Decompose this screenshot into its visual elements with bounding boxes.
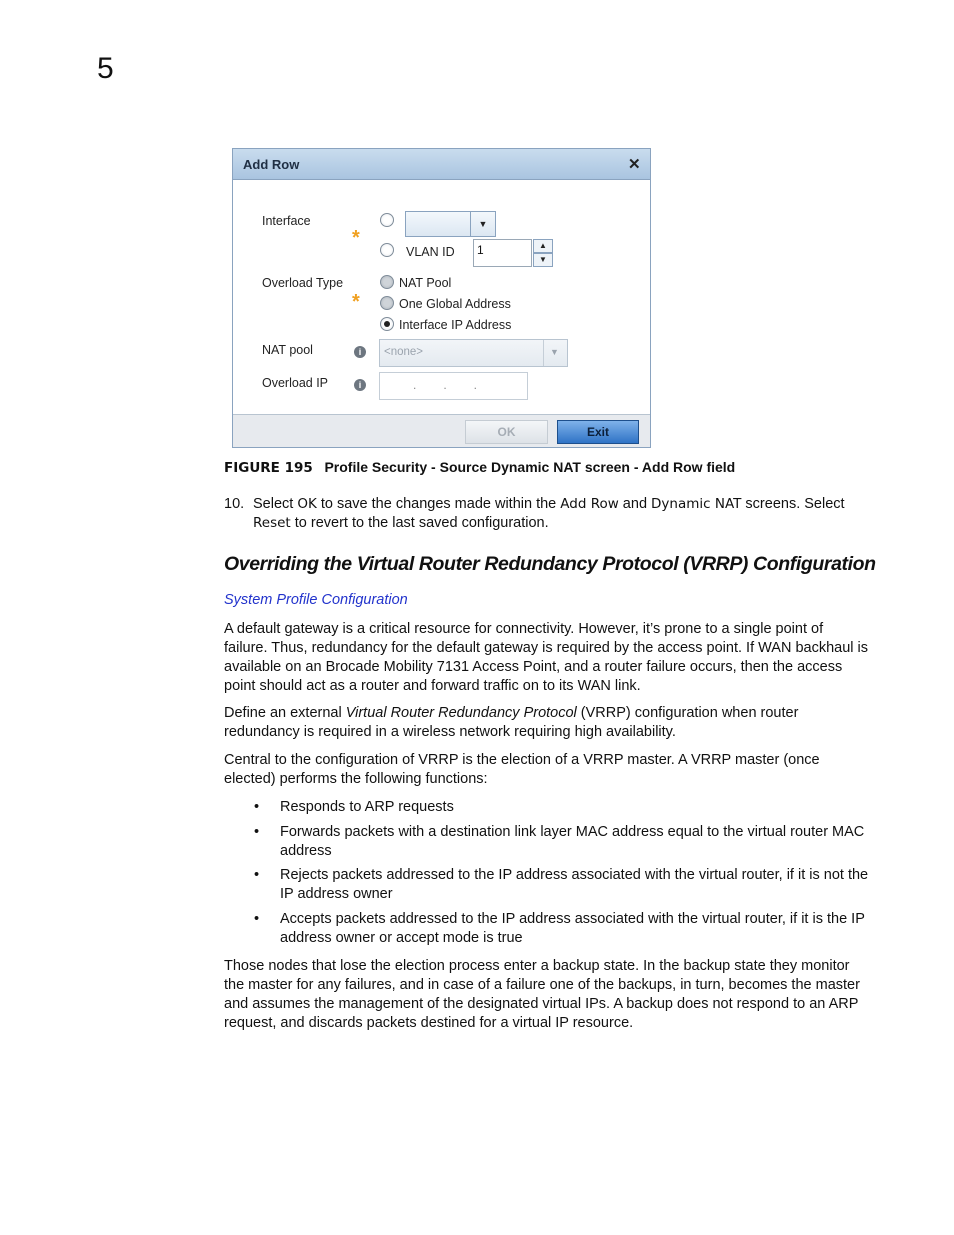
- bullet-icon: •: [254, 824, 260, 840]
- vlan-id-input[interactable]: 1: [473, 239, 532, 267]
- ui-term-dynamic-nat: Dynamic NAT: [651, 496, 742, 512]
- paragraph-vrrp-master: Central to the configuration of VRRP is the election of a VRRP master. A VRRP master (once elected) performs the following functions:: [224, 752, 820, 787]
- section-heading: Overriding the Virtual Router Redundancy Protocol (VRRP) Configuration: [224, 553, 876, 575]
- overload-ip-label: Overload IP: [262, 376, 329, 390]
- overload-ip-input[interactable]: [379, 372, 528, 400]
- bullet-icon: •: [254, 867, 260, 883]
- step-text-part: Select: [253, 496, 298, 512]
- spin-down-icon[interactable]: ▼: [533, 253, 553, 267]
- paragraph-backup-state: Those nodes that lose the election process enter a backup state. In the backup state they monitor the master for any failures, and in case of a failure one of the backups, in turn, becomes the master and assumes the management of the designated virtual IPs. A backup does not respond to an ARP request, and discards packets destined for a virtual IP resource.: [224, 958, 860, 1031]
- ui-term-reset: Reset: [253, 515, 291, 531]
- exit-button[interactable]: Exit: [557, 420, 639, 444]
- step-text: [253, 495, 868, 533]
- nat-pool-option-label: NAT Pool: [399, 276, 452, 290]
- system-profile-configuration-link[interactable]: System Profile Configuration: [224, 592, 408, 608]
- vlan-id-label: VLAN ID: [406, 245, 455, 259]
- nat-pool-value: <none>: [384, 346, 424, 358]
- asterisk-icon: *: [352, 227, 360, 249]
- step-text-part: to revert to the last saved configuration.: [290, 515, 549, 531]
- chevron-down-icon: ▼: [550, 347, 559, 357]
- dialog-footer: [233, 414, 650, 447]
- step-text-part: screens. Select: [741, 496, 845, 512]
- asterisk-icon: *: [352, 291, 360, 313]
- text-part: (VRRP) configuration when router redundancy is required in a wireless network requiring high availability.: [224, 705, 799, 740]
- italic-term: Virtual Router Redundancy Protocol: [345, 705, 577, 721]
- paragraph-default-gateway: A default gateway is a critical resource for connectivity. However, it’s prone to a single point of failure. Thus, redundancy for the default gateway is required by the access point. If WAN backhaul is available on an Brocade Mobility 7131 Access Point, and a router failure occurs, then the access point should act as a router and forward traffic on to its WAN link.: [224, 621, 868, 694]
- step-text-part: and: [618, 496, 652, 512]
- chapter-number: 5: [97, 52, 114, 85]
- list-item-text: Responds to ARP requests: [280, 799, 454, 815]
- vlan-radio[interactable]: [380, 243, 394, 257]
- overload-ip-value: . . .: [413, 378, 479, 392]
- bullet-icon: •: [254, 911, 260, 927]
- figure-caption-text: Profile Security - Source Dynamic NAT screen - Add Row field: [324, 459, 736, 475]
- figure-caption: [224, 459, 735, 476]
- ui-term-ok: OK: [297, 496, 317, 512]
- nat-pool-dropdown[interactable]: [379, 339, 568, 367]
- one-global-address-radio[interactable]: [380, 296, 394, 310]
- chevron-down-icon: ▼: [470, 212, 495, 236]
- dialog-title: Add Row: [243, 157, 300, 172]
- text-part: Define an external: [224, 705, 346, 721]
- interface-ip-address-label: Interface IP Address: [399, 318, 512, 332]
- overload-type-label: Overload Type: [262, 276, 344, 290]
- figure-label: FIGURE 195: [224, 460, 313, 476]
- nat-pool-radio[interactable]: [380, 275, 394, 289]
- step-text-part: to save the changes made within the: [316, 496, 561, 512]
- ui-term-add-row: Add Row: [560, 496, 619, 512]
- step-number: 10.: [224, 496, 245, 512]
- ok-button[interactable]: OK: [465, 420, 548, 444]
- dropdown-divider: [543, 340, 544, 366]
- one-global-address-label: One Global Address: [399, 297, 511, 311]
- close-icon[interactable]: ✕: [628, 156, 641, 173]
- interface-dropdown[interactable]: [405, 211, 496, 237]
- info-icon: i: [354, 379, 366, 391]
- info-icon: i: [354, 346, 366, 358]
- list-item-text: Accepts packets addressed to the IP address associated with the virtual router, if it is the IP address owner or accept mode is true: [280, 911, 865, 946]
- dialog-title-bar: [233, 149, 650, 180]
- list-item-text: Rejects packets addressed to the IP address associated with the virtual router, if it is not the IP address owner: [280, 867, 869, 902]
- interface-ip-address-radio[interactable]: [380, 317, 394, 331]
- list-item-text: Forwards packets with a destination link layer MAC address equal to the virtual router MAC address: [280, 824, 865, 859]
- nat-pool-label: NAT pool: [262, 343, 313, 357]
- interface-label: Interface: [262, 214, 311, 228]
- interface-radio[interactable]: [380, 213, 394, 227]
- paragraph-define-vrrp: [224, 704, 868, 742]
- bullet-icon: •: [254, 799, 260, 815]
- add-row-dialog: [232, 148, 651, 448]
- spin-up-icon[interactable]: ▲: [533, 239, 553, 253]
